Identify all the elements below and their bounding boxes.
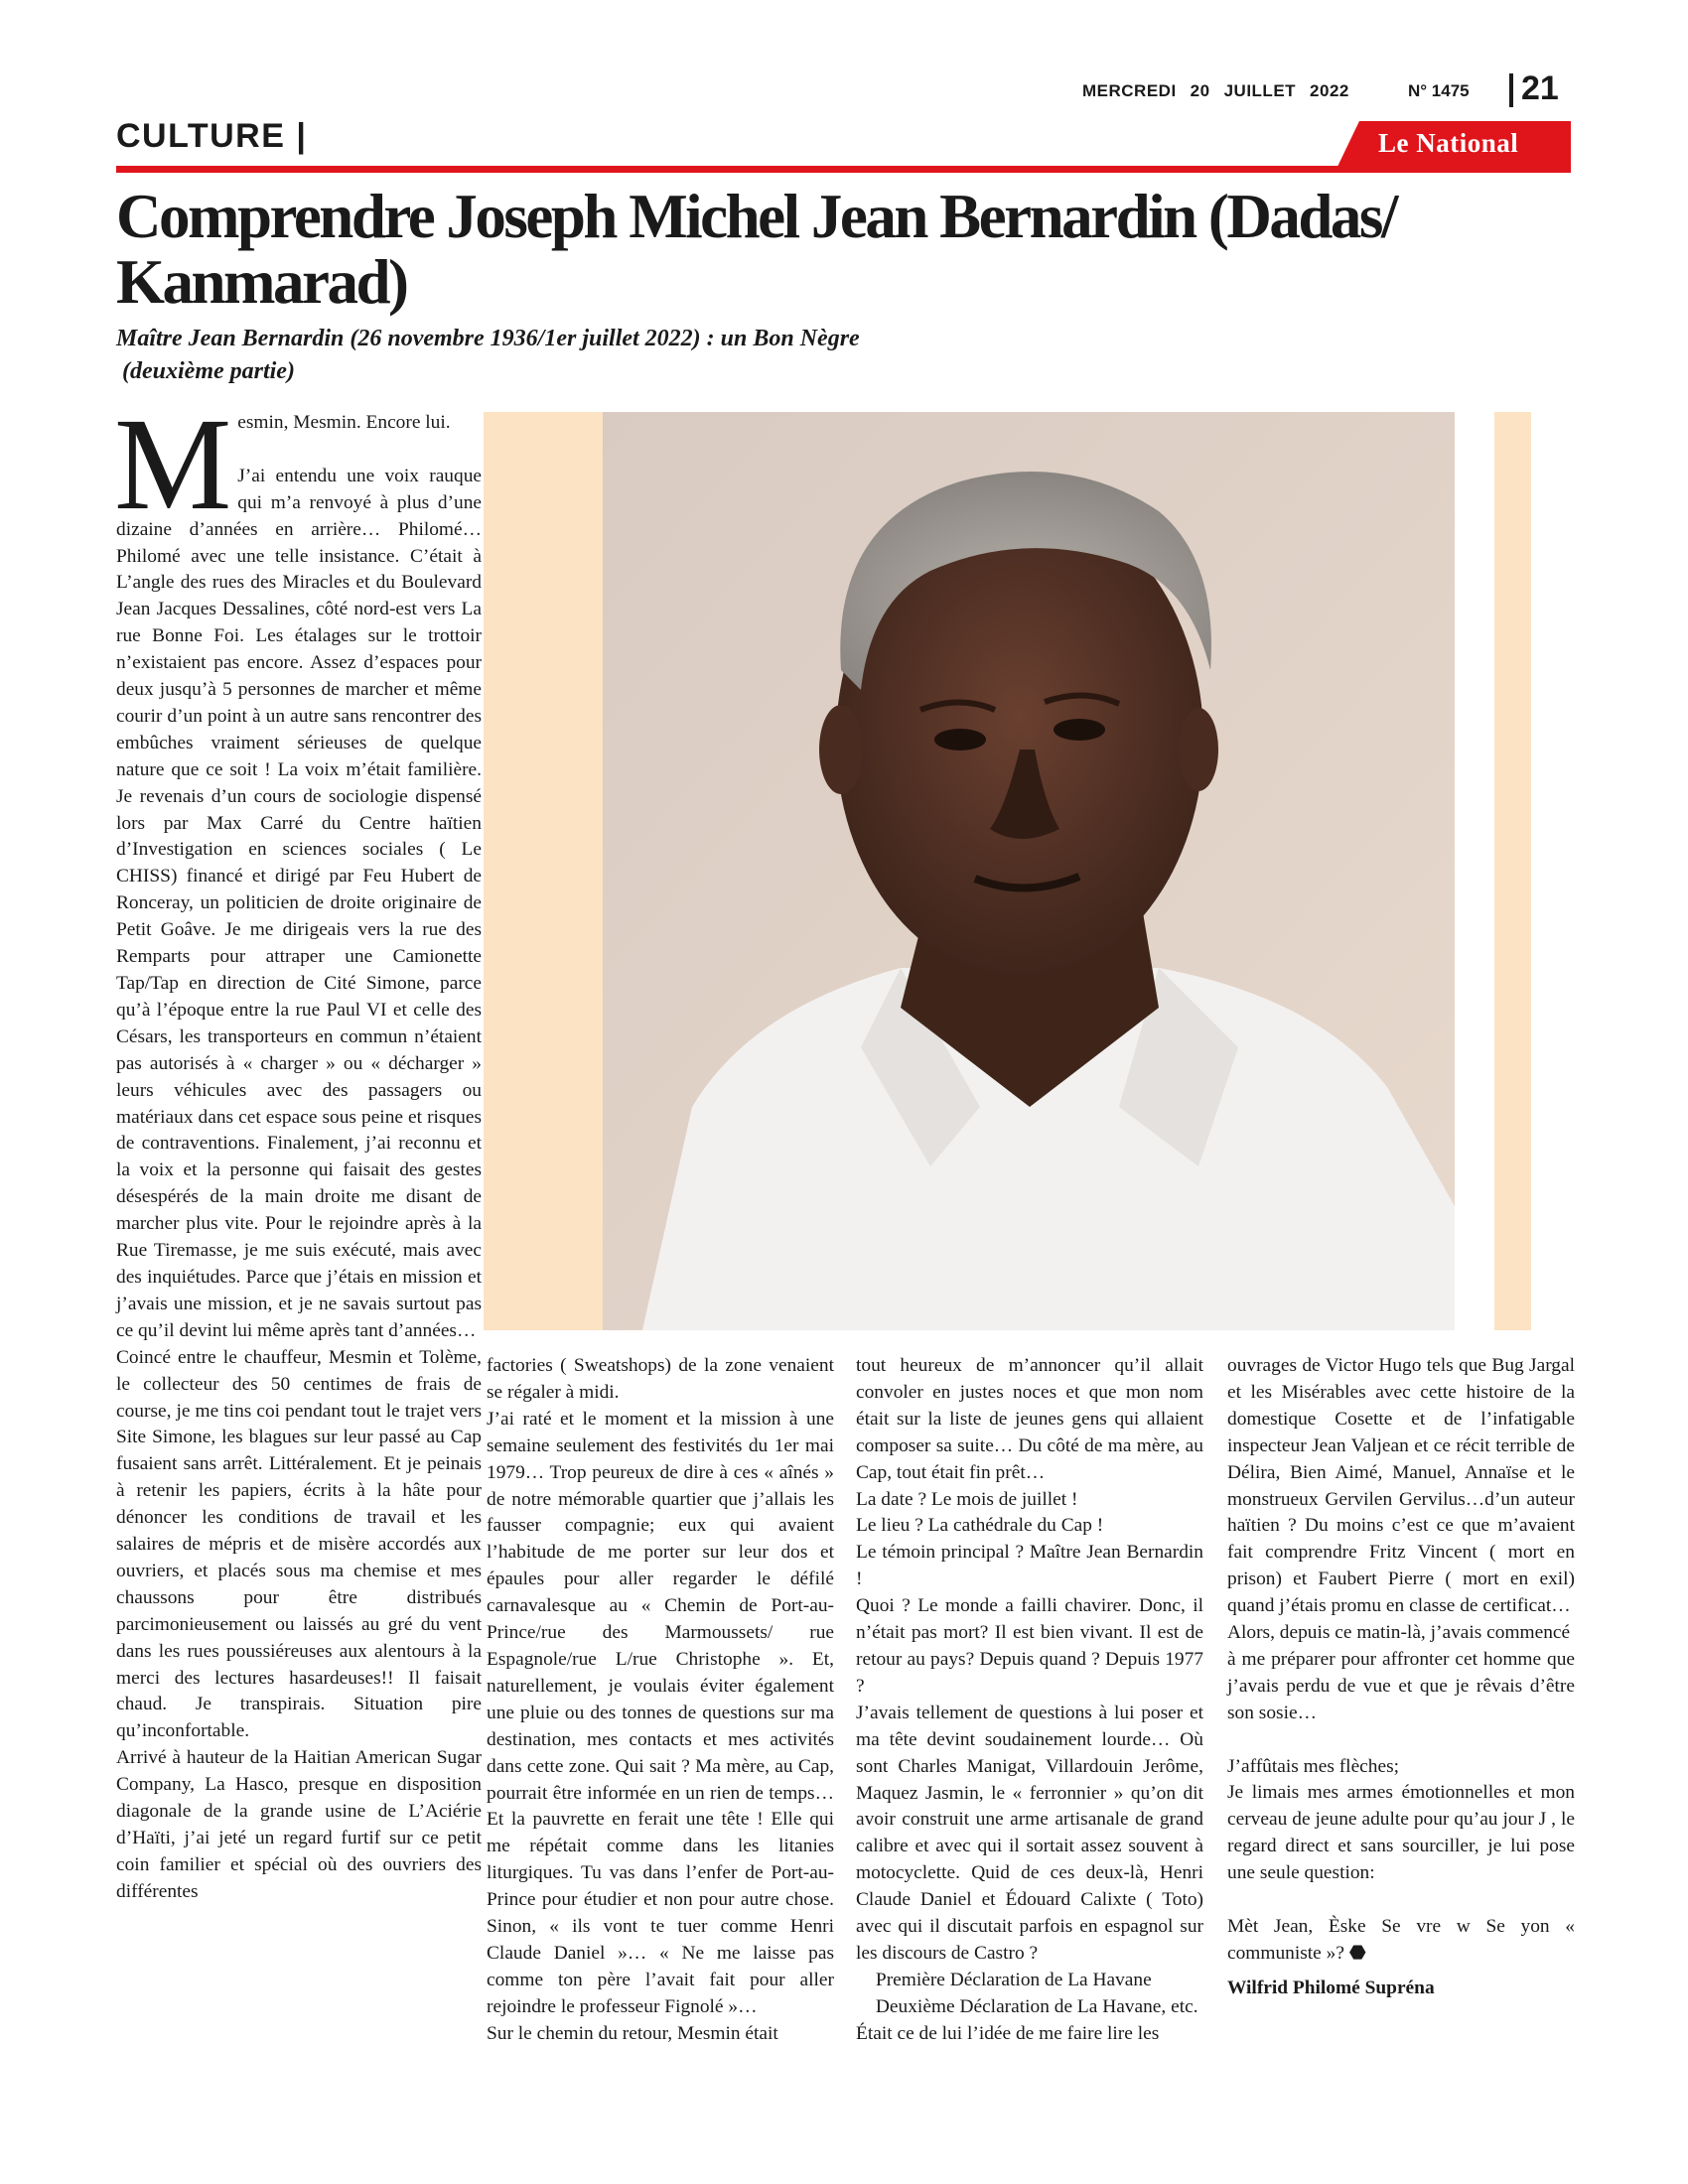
issue-number: N° 1475 xyxy=(1408,81,1470,100)
paragraph: Alors, depuis ce matin-là, j’avais commencé xyxy=(1227,1622,1571,1644)
paragraph: Arrivé à hauteur de la Haitian American Sugar Company, La Hasco, presque en disposition diagonale de la grande usine de L’Aciérie d’Haïti, j’ai jeté un regard furtif sur ce petit coin familier et spécial où des ouvriers des différentes xyxy=(116,1747,482,1902)
paragraph: J’affûtais mes flèches; xyxy=(1227,1755,1400,1777)
issue-date-number: 20 xyxy=(1190,81,1210,100)
paragraph: Le lieu ? La cathédrale du Cap ! xyxy=(856,1515,1104,1537)
paragraph: La date ? Le mois de juillet ! xyxy=(856,1488,1078,1510)
portrait-illustration xyxy=(603,412,1455,1330)
issue-month: JUILLET xyxy=(1223,81,1297,100)
photo-frame-left xyxy=(484,412,603,1330)
paragraph: ouvrages de Victor Hugo tels que Bug Jargal et les Misérables avec cette histoire de la domestique Cosette et de l’infatigable inspecteur Jean Valjean et ce récit terrible de Délira, Bien Aimé, Manuel, Annaïse et le monstrueux Gervilen Gervilus…d’un auteur haïtien ? Du moins c’est ce que m’avaient fait comprendre Fritz Vincent ( mort en prison) et Faubert Pierre ( mort en exil) quand j’étais promu en classe de certificat… xyxy=(1227,1355,1575,1617)
photo-frame-right xyxy=(1494,412,1531,1330)
paragraph: J’ai raté et le moment et la mission à une semaine seulement des festivités du 1er mai 1979… Trop peureux de dire à ces « aînés » de notre mémorable quartier que j’allais les fausser compagnie; eux qui avaient l’habitude de me porter sur leur dos et épaules pour aller regarder le défilé carnavalesque au « Chemin de Port-au-Prince/rue des Marmoussets/ rue Espagnole/rue L/rue Christophe ». Et, naturellement, je voulais éviter également une pluie ou des tonnes de questions sur ma destination, mes contacts et mes activités dans cette zone. Qui sait ? Ma mère, au Cap, pourrait être informée en un rien de temps… Et la pauvrette en ferait une tête ! Elle qui me répétait comme dans les litanies liturgiques. Tu vas dans l’enfer de Port-au-Prince pour étudier et non pour autre chose. Sinon, « ils vont te tuer comme Henri Claude Daniel »… « Ne me laisse pas comme ton père l’avait fait pour aller rejoindre le professeur Fignolé »… xyxy=(487,1408,834,2017)
article-deck xyxy=(116,323,1208,388)
issue-year: 2022 xyxy=(1310,81,1349,100)
paragraph: Sur le chemin du retour, Mesmin était xyxy=(487,2022,778,2044)
article-column-2 xyxy=(487,1353,834,2048)
closing-question: Mèt Jean, Èske Se vre w Se yon « communiste »? ⬣ xyxy=(1227,1916,1575,1964)
paragraph: J’ai entendu une voix rauque qui m’a renvoyé à plus d’une dizaine d’années en arrière… Philomé…Philomé avec une telle insistance. C’était à L’angle des rues des Miracles et du Boulevard Jean Jacques Dessalines, côté nord-est vers La rue Bonne Foi. Les étalages sur le trottoir n’existaient pas encore. Assez d’espaces pour deux jusqu’à 5 personnes de marcher et même courir d’un point à un autre sans rencontrer des embûches vraiment sérieuses de quelque nature que ce soit ! La voix m’était familière. Je revenais d’un cours de sociologie dispensé lors par Max Carré du Centre haïtien d’Investigation en sciences sociales ( Le CHISS) financé et dirigé par Feu Hubert de Ronceray, un politicien de droite originaire de Petit Goâve. Je me dirigeais vers la rue des Remparts pour attraper une Camionette Tap/Tap en direction de Cité Simone, parce qu’à l’époque entre la rue Paul VI et celle des Césars, les transporteurs en commun n’étaient pas autorisés à « charger » ou « décharger » leurs véhicules avec des passagers ou matériaux dans cet espace sous peine et risques de contraventions. Finalement, j’ai reconnu et la voix et la personne qui faisait des gestes désespérés de la main droite me disant de marcher plus vite. Pour le rejoindre après à la Rue Tiremasse, je me suis exécuté, mais avec des inquiétudes. Parce que j’étais en mission et j’avais une mission, et je ne savais surtout pas ce qu’il devint lui même après tant d’années… xyxy=(116,465,482,1341)
paragraph: Était ce de lui l’idée de me faire lire les xyxy=(856,2022,1160,2044)
list-item:   Deuxième Déclaration de La Havane, etc. xyxy=(856,1995,1198,2017)
headline-line-2: Kanmarad) xyxy=(116,247,407,317)
deck-line-1: Maître Jean Bernardin (26 novembre 1936/1er juillet 2022) : un Bon Nègre xyxy=(116,326,860,351)
paragraph: J’avais tellement de questions à lui poser et ma tête devint soudainement lourde… Où sont Charles Manigat, Villardouin Jerôme, Maquez Jasmin, le « ferronnier » qu’on dit avoir construit une arme artisanale de grand calibre et avec qui il sortait assez souvent à motocyclette. Quid de ces deux-là, Henri Claude Daniel et Édouard Calixte ( Toto) avec qui il discutait parfois en espagnol sur les discours de Castro ? xyxy=(856,1702,1203,1964)
section-label: CULTURE | xyxy=(116,117,308,155)
author-byline: Wilfrid Philomé Supréna xyxy=(1227,1977,1435,1998)
paragraph-gap xyxy=(1227,1887,1575,1914)
article-column-1 xyxy=(114,390,482,1906)
page-number: 21 xyxy=(1521,69,1559,107)
paragraph: Je limais mes armes émotionnelles et mon cerveau de jeune adulte pour qu’au jour J , le regard direct et sans sourciller, je lui pose une seule question: xyxy=(1227,1782,1575,1884)
paragraph: Coincé entre le chauffeur, Mesmin et Tolème, le collecteur des 50 centimes de frais de course, je me tins coi pendant tout le trajet vers Site Simone, les blagues sur leur passé au Cap fusaient sans arrêt. Littéralement. Et je peinais à retenir les papiers, écrits à la hâte pour dénoncer les conditions de travail et les salaires de mépris et de misère accordés aux ouvriers, et placés sous ma chemise et mes chaussons pour être distribués parcimonieusement ou laissés au gré du vent dans les rues poussiéreuses aux alentours à la merci des lectures hasardeuses!! Il faisait chaud. Je transpirais. Situation pire qu’inconfortable. xyxy=(116,1346,482,1742)
deck-line-2: (deuxième partie) xyxy=(122,358,295,384)
drop-cap: M xyxy=(114,390,232,537)
paragraph: à me préparer pour affronter cet homme que j’avais perdu de vue et que je rêvais d’être son sosie… xyxy=(1227,1648,1575,1723)
list-item:   Première Déclaration de La Havane xyxy=(856,1969,1152,1990)
paragraph: Quoi ? Le monde a failli chavirer. Donc, il n’était pas mort? Il est bien vivant. Il est de retour au pays? Depuis quand ? Depuis 1977 ? xyxy=(856,1595,1203,1697)
issue-day: MERCREDI xyxy=(1082,81,1177,100)
headline-line-1: Comprendre Joseph Michel Jean Bernardin (Dadas/ xyxy=(116,182,1396,251)
paragraph: Le témoin principal ? Maître Jean Bernardin ! xyxy=(856,1542,1203,1590)
paragraph-gap xyxy=(1227,1727,1575,1754)
paragraph: tout heureux de m’annoncer qu’il allait convoler en justes noces et que mon nom était sur la liste de jeunes gens qui allaient composer sa suite… Du côté de ma mère, au Cap, tout était fin prêt… xyxy=(856,1355,1203,1483)
portrait-photo xyxy=(603,412,1455,1330)
header-rule xyxy=(116,166,1571,173)
article-column-3 xyxy=(856,1353,1203,2048)
paragraph: factories ( Sweatshops) de la zone venaient se régaler à midi. xyxy=(487,1355,834,1403)
article-column-4 xyxy=(1227,1353,1575,2002)
article-headline xyxy=(116,184,1566,315)
opening-paragraph xyxy=(114,390,482,537)
page-number-divider xyxy=(1509,73,1513,107)
opening-text: esmin, Mesmin. Encore lui. xyxy=(237,412,451,433)
issue-date xyxy=(1082,81,1363,101)
brand-name: Le National xyxy=(1378,128,1519,158)
